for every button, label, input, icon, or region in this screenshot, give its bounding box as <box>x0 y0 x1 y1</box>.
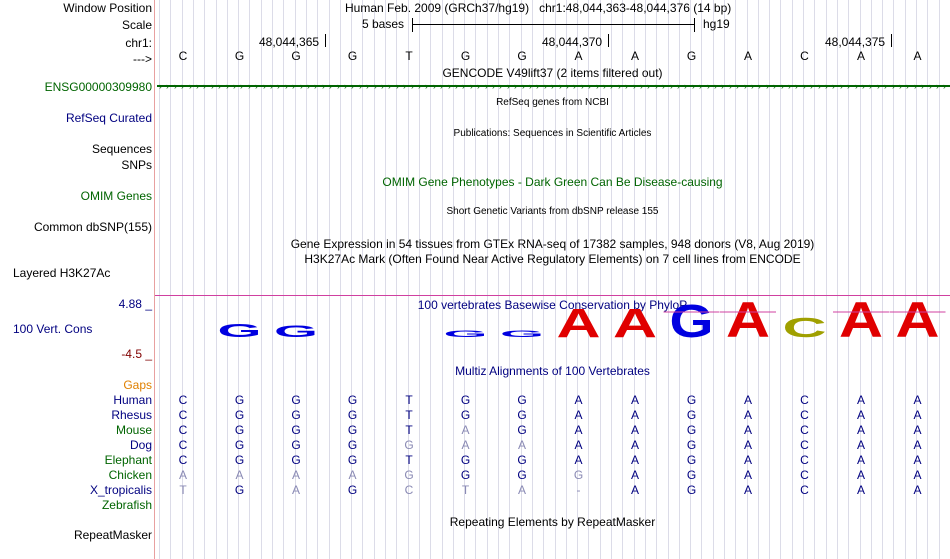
alignment-base: C <box>800 483 809 497</box>
reference-base: A <box>574 49 583 63</box>
strand-arrow-glyph: › <box>396 81 399 91</box>
alignment-base: A <box>517 438 526 452</box>
strand-arrow-glyph: › <box>751 81 754 91</box>
strand-arrow-glyph: › <box>758 81 761 91</box>
strand-arrow-glyph: › <box>270 81 273 91</box>
strand-arrow-glyph: › <box>914 81 917 91</box>
alignment-base: A <box>743 423 752 437</box>
strand-arrow-glyph: › <box>929 81 932 91</box>
alignment-base: G <box>460 393 471 407</box>
strand-arrow-glyph: › <box>181 81 184 91</box>
refseq-track-title: RefSeq genes from NCBI <box>496 97 609 108</box>
strand-arrow-glyph: › <box>640 81 643 91</box>
alignment-base: C <box>178 393 188 407</box>
alignment-base: C <box>800 453 809 467</box>
alignment-base: C <box>178 453 188 467</box>
tick-mark-2 <box>608 34 609 47</box>
h3k27ac-track-label[interactable]: Layered H3K27Ac <box>13 266 111 280</box>
reference-base: G <box>234 49 245 63</box>
strand-arrow-glyph: › <box>359 81 362 91</box>
reference-base: A <box>856 49 865 63</box>
alignment-base: G <box>460 468 471 482</box>
alignment-base: G <box>686 423 697 437</box>
logo-letter: G <box>500 329 544 340</box>
alignment-base: G <box>517 423 527 437</box>
strand-arrow-glyph: › <box>314 81 317 91</box>
strand-arrow-glyph: › <box>921 81 924 91</box>
alignment-base: A <box>856 408 865 422</box>
strand-arrow-glyph: › <box>477 81 480 91</box>
strand-arrow-glyph: › <box>610 81 613 91</box>
dbsnp-track-title: Short Genetic Variants from dbSNP release 155 <box>446 206 659 217</box>
strand-arrow-glyph: › <box>707 81 710 91</box>
strand-arrow-glyph: › <box>699 81 702 91</box>
strand-arrow-glyph: › <box>744 81 747 91</box>
alignment-base: C <box>178 408 188 422</box>
strand-arrow-glyph: › <box>344 81 347 91</box>
species-label[interactable]: X_tropicalis <box>89 483 152 497</box>
alignment-base: G <box>291 438 301 452</box>
strand-arrow-glyph: › <box>329 81 332 91</box>
cons-track-label[interactable]: 100 Vert. Cons <box>13 322 93 336</box>
alignment-base: G <box>234 393 245 407</box>
alignment-base: A <box>630 468 639 482</box>
strand-arrow-glyph: › <box>943 81 946 91</box>
strand-arrow-glyph: › <box>781 81 784 91</box>
reference-base: G <box>460 49 471 63</box>
alignment-base: A <box>574 408 583 422</box>
tick-mark-1 <box>325 34 326 47</box>
strand-arrow-glyph: › <box>189 81 192 91</box>
track-label-panel <box>0 0 154 559</box>
strand-arrow-glyph: › <box>936 81 939 91</box>
alignment-base: G <box>573 468 584 482</box>
alignment-base: C <box>800 423 809 437</box>
strand-arrow-glyph: › <box>603 81 606 91</box>
alignment-base: G <box>347 393 358 407</box>
strand-arrow-glyph: › <box>766 81 769 91</box>
strand-arrow-glyph: › <box>159 81 162 91</box>
logo-letter: G <box>443 329 488 340</box>
reference-base: A <box>913 49 922 63</box>
alignment-base: A <box>856 483 865 497</box>
snps-track-label[interactable]: SNPs <box>121 158 152 172</box>
alignment-base: A <box>348 468 357 482</box>
strand-arrow-glyph: › <box>544 81 547 91</box>
strand-arrow-glyph: › <box>736 81 739 91</box>
strand-arrow-glyph: › <box>388 81 391 91</box>
alignment-base: A <box>291 468 300 482</box>
reference-base: A <box>743 49 752 63</box>
alignment-base: A <box>235 468 244 482</box>
alignment-base: A <box>856 468 865 482</box>
alignment-base: G <box>347 423 358 437</box>
alignment-base: T <box>461 483 470 497</box>
alignment-base: C <box>178 438 188 452</box>
strand-arrow-glyph: › <box>573 81 576 91</box>
ensg-gene-label[interactable]: ENSG00000309980 <box>44 80 152 94</box>
track-area[interactable] <box>155 0 950 559</box>
strand-arrow-glyph: › <box>233 81 236 91</box>
alignment-base: A <box>461 438 470 452</box>
reference-base: C <box>178 49 188 63</box>
cons-min-label: -4.5 _ <box>121 347 152 361</box>
strand-arrow-glyph: › <box>818 81 821 91</box>
strand-arrow-glyph: › <box>492 81 495 91</box>
alignment-base: G <box>686 393 697 407</box>
publications-track-title: Publications: Sequences in Scientific Articles <box>453 128 652 139</box>
strand-arrow-glyph: › <box>425 81 428 91</box>
strand-arrow-glyph: › <box>692 81 695 91</box>
alignment-base: A <box>517 483 526 497</box>
strand-arrow-glyph: › <box>462 81 465 91</box>
strand-arrow-glyph: › <box>596 81 599 91</box>
strand-arrow-glyph: › <box>418 81 421 91</box>
logo-letter: G <box>217 320 262 342</box>
strand-arrow-glyph: › <box>832 81 835 91</box>
scale-bases-label: 5 bases <box>362 17 405 31</box>
strand-arrow-glyph: › <box>714 81 717 91</box>
species-label[interactable]: Mouse <box>115 423 152 437</box>
alignment-base: A <box>178 468 187 482</box>
logo-letter: C <box>782 312 827 344</box>
strand-arrow-glyph: › <box>322 81 325 91</box>
strand-arrow-glyph: › <box>906 81 909 91</box>
reference-base: G <box>686 49 697 63</box>
position-tick-1: 48,044,365 <box>259 35 320 49</box>
alignment-base: G <box>404 468 414 482</box>
alignment-base: A <box>630 438 639 452</box>
alignment-base: A <box>574 423 583 437</box>
h3k27ac-track-title: H3K27Ac Mark (Often Found Near Active Regulatory Elements) on 7 cell lines from ENCODE <box>304 252 801 266</box>
strand-arrow-glyph: › <box>203 81 206 91</box>
strand-arrow-glyph: › <box>877 81 880 91</box>
alignment-base: A <box>856 438 865 452</box>
species-label[interactable]: Zebrafish <box>101 498 152 512</box>
alignment-base: G <box>347 483 358 497</box>
alignment-base: C <box>404 483 414 497</box>
alignment-base: A <box>291 483 300 497</box>
alignment-base: A <box>743 393 752 407</box>
alignment-base: A <box>630 483 639 497</box>
ensg-gene-feature[interactable] <box>157 79 950 93</box>
strand-arrow-glyph: › <box>803 81 806 91</box>
strand-arrow-glyph: › <box>892 81 895 91</box>
strand-arrow-glyph: › <box>522 81 525 91</box>
alignment-base: A <box>913 483 922 497</box>
alignment-base: G <box>517 468 527 482</box>
position-readout: chr1:48,044,363-48,044,376 (14 bp) <box>539 1 732 15</box>
strand-arrow-glyph: › <box>248 81 251 91</box>
alignment-base: A <box>856 453 865 467</box>
strand-arrow-glyph: › <box>855 81 858 91</box>
strand-arrow-glyph: › <box>196 81 199 91</box>
alignment-base: A <box>913 393 922 407</box>
strand-arrow-glyph: › <box>403 81 406 91</box>
strand-arrow-glyph: › <box>655 81 658 91</box>
strand-arrow-glyph: › <box>625 81 628 91</box>
alignment-base: C <box>800 393 809 407</box>
logo-letter: A <box>613 300 657 345</box>
alignment-base: G <box>291 423 301 437</box>
strand-arrow-glyph: › <box>448 81 451 91</box>
strand-arrow-glyph: › <box>255 81 258 91</box>
alignment-base: G <box>404 438 414 452</box>
alignment-base: A <box>461 423 470 437</box>
cons-max-label: 4.88 _ <box>118 297 152 311</box>
reference-base: C <box>800 49 809 63</box>
repeatmasker-track-label[interactable]: RepeatMasker <box>73 528 152 542</box>
alignment-base: T <box>405 423 413 437</box>
scale-db-label: hg19 <box>703 17 730 31</box>
strand-arrow-glyph: › <box>440 81 443 91</box>
strand-arrow-glyph: › <box>366 81 369 91</box>
alignment-base: C <box>178 423 188 437</box>
strand-arrow-glyph: › <box>218 81 221 91</box>
strand-arrow-glyph: › <box>240 81 243 91</box>
alignment-base: G <box>686 453 697 467</box>
strand-arrow-glyph: › <box>795 81 798 91</box>
alignment-base: A <box>913 438 922 452</box>
alignment-base: G <box>686 408 697 422</box>
alignment-base: A <box>913 468 922 482</box>
alignment-base: G <box>517 393 527 407</box>
strand-arrow-glyph: › <box>847 81 850 91</box>
strand-arrow-glyph: › <box>840 81 843 91</box>
strand-arrow-glyph: › <box>588 81 591 91</box>
strand-arrow-glyph: › <box>285 81 288 91</box>
position-tick-3: 48,044,375 <box>825 35 886 49</box>
alignment-base: G <box>686 438 697 452</box>
strand-arrow-glyph: › <box>581 81 584 91</box>
strand-arrow-glyph: › <box>211 81 214 91</box>
strand-arrow-glyph: › <box>618 81 621 91</box>
window-position-label: Window Position <box>63 1 152 15</box>
multiz-track-title: Multiz Alignments of 100 Vertebrates <box>455 364 650 378</box>
strand-arrow-glyph: › <box>825 81 828 91</box>
strand-arrow-glyph: › <box>551 81 554 91</box>
alignment-base: A <box>743 468 752 482</box>
strand-arrow-glyph: › <box>684 81 687 91</box>
alignment-base: G <box>517 408 527 422</box>
alignment-base: C <box>800 468 809 482</box>
alignment-base: A <box>574 393 583 407</box>
strand-arrow-glyph: › <box>374 81 377 91</box>
alignment-base: A <box>630 453 639 467</box>
alignment-base: A <box>574 453 583 467</box>
alignment-base: A <box>913 453 922 467</box>
species-label[interactable]: Dog <box>129 438 152 452</box>
dbsnp-track-label[interactable]: Common dbSNP(155) <box>33 220 152 234</box>
strand-arrow-glyph: › <box>633 81 636 91</box>
gtex-track-title: Gene Expression in 54 tissues from GTEx RNA-seq of 17382 samples, 948 donors (V8, Aug 2019) <box>290 237 815 251</box>
strand-arrow-glyph: › <box>433 81 436 91</box>
strand-arrow-glyph: › <box>566 81 569 91</box>
alignment-base: G <box>347 438 358 452</box>
assembly-title <box>345 1 731 15</box>
strand-arrow-glyph: › <box>411 81 414 91</box>
assembly-name: Human Feb. 2009 (GRCh37/hg19) <box>345 1 530 15</box>
strand-arrow-glyph: › <box>869 81 872 91</box>
strand-arrow-glyph: › <box>514 81 517 91</box>
strand-arrow-glyph: › <box>337 81 340 91</box>
gencode-track-title: GENCODE V49lift37 (2 items filtered out) <box>442 66 663 80</box>
alignment-base: T <box>179 483 187 497</box>
alignment-base: G <box>234 408 245 422</box>
strand-arrow-glyph: › <box>455 81 458 91</box>
strand-arrow-glyph: › <box>788 81 791 91</box>
strand-arrow-glyph: › <box>559 81 562 91</box>
strand-arrow-glyph: › <box>670 81 673 91</box>
strand-arrow-glyph: › <box>307 81 310 91</box>
reference-base: G <box>291 49 301 63</box>
omim-track-title: OMIM Gene Phenotypes - Dark Green Can Be Disease-causing <box>382 175 723 189</box>
strand-arrow-glyph: › <box>810 81 813 91</box>
alignment-base: A <box>743 438 752 452</box>
alignment-base: G <box>291 393 301 407</box>
logo-letter: A <box>556 300 601 345</box>
alignment-base: G <box>460 408 471 422</box>
alignment-base: A <box>630 423 639 437</box>
species-label[interactable]: Rhesus <box>111 408 152 422</box>
alignment-base: C <box>800 438 809 452</box>
position-tick-2: 48,044,370 <box>542 35 603 49</box>
alignment-base: A <box>574 438 583 452</box>
alignment-base: C <box>800 408 809 422</box>
strand-arrow-glyph: › <box>351 81 354 91</box>
strand-arrow-glyph: › <box>862 81 865 91</box>
alignment-base: G <box>347 453 358 467</box>
alignment-base: G <box>234 483 245 497</box>
strand-arrow-glyph: › <box>485 81 488 91</box>
strand-arrow-glyph: › <box>263 81 266 91</box>
strand-arrow-glyph: › <box>729 81 732 91</box>
strand-arrow-glyph: › <box>773 81 776 91</box>
alignment-base: G <box>686 483 697 497</box>
alignment-base: G <box>234 453 245 467</box>
omim-track-label[interactable]: OMIM Genes <box>80 189 152 203</box>
alignment-base: A <box>856 423 865 437</box>
alignment-base: G <box>234 438 245 452</box>
phylop-conservation-logo[interactable] <box>155 300 950 345</box>
alignment-base: T <box>405 408 413 422</box>
strand-arrow-glyph: › <box>899 81 902 91</box>
logo-letter: G <box>669 300 714 345</box>
alignment-base: A <box>913 423 922 437</box>
strand-arrow-glyph: › <box>721 81 724 91</box>
strand-arrow-glyph: › <box>677 81 680 91</box>
phylop-track-title: 100 vertebrates Basewise Conservation by PhyloP <box>417 298 688 312</box>
scale-bar <box>412 18 695 32</box>
alignment-base: - <box>576 483 581 497</box>
cons-top-line <box>155 295 950 296</box>
refseq-track-label[interactable]: RefSeq Curated <box>65 111 152 125</box>
alignment-base: A <box>743 453 752 467</box>
scale-label: Scale <box>121 18 152 32</box>
alignment-base: A <box>856 393 865 407</box>
alignment-base: G <box>291 408 301 422</box>
alignment-base: T <box>405 393 413 407</box>
strand-arrow-glyph: › <box>277 81 280 91</box>
alignment-base: A <box>743 483 752 497</box>
tick-mark-3 <box>891 34 892 47</box>
strand-arrow-glyph: › <box>300 81 303 91</box>
alignment-base: G <box>234 423 245 437</box>
gaps-label: Gaps <box>123 378 152 392</box>
strand-arrow-glyph: › <box>470 81 473 91</box>
alignment-base: G <box>517 453 527 467</box>
strand-arrow-glyph: › <box>884 81 887 91</box>
repeatmasker-track-title: Repeating Elements by RepeatMasker <box>449 515 656 529</box>
strand-arrow-glyph: › <box>292 81 295 91</box>
reference-base: T <box>405 49 413 63</box>
logo-letter: A <box>839 300 883 345</box>
alignment-base: T <box>405 453 413 467</box>
logo-letter: A <box>726 300 770 345</box>
strand-arrow-glyph: › <box>499 81 502 91</box>
reference-base: A <box>630 49 639 63</box>
strand-arrow-glyph: › <box>174 81 177 91</box>
strand-arrow-label: ---> <box>133 52 152 66</box>
species-label[interactable]: Human <box>113 393 152 407</box>
alignment-base: G <box>686 468 697 482</box>
strand-arrow-glyph: › <box>662 81 665 91</box>
strand-arrow-glyph: › <box>381 81 384 91</box>
alignment-base: G <box>291 453 301 467</box>
alignment-base: A <box>743 408 752 422</box>
logo-letter: G <box>274 322 318 341</box>
logo-letter: A <box>895 300 940 345</box>
chr-label: chr1: <box>125 36 152 50</box>
strand-arrow-glyph: › <box>529 81 532 91</box>
species-label[interactable]: Elephant <box>104 453 152 467</box>
strand-arrow-glyph: › <box>226 81 229 91</box>
alignment-base: A <box>630 408 639 422</box>
strand-arrow-glyph: › <box>536 81 539 91</box>
reference-base: G <box>517 49 527 63</box>
species-label[interactable]: Chicken <box>108 468 152 482</box>
alignment-base: A <box>630 393 639 407</box>
strand-arrow-glyph: › <box>166 81 169 91</box>
alignment-base: G <box>347 408 358 422</box>
reference-base: G <box>347 49 358 63</box>
alignment-base: A <box>913 408 922 422</box>
strand-arrow-glyph: › <box>647 81 650 91</box>
strand-arrow-glyph: › <box>507 81 510 91</box>
sequences-track-label[interactable]: Sequences <box>91 142 152 156</box>
alignment-base: G <box>460 453 471 467</box>
